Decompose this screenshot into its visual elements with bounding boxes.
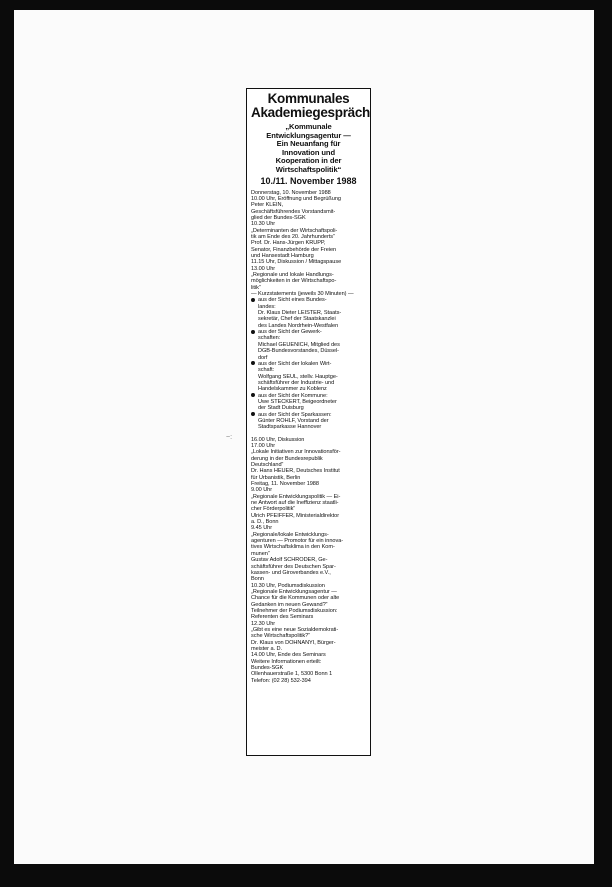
text-line: „Regionale Entwicklungspolitik — Ei- [251, 493, 341, 500]
text-line: „Gibt es eine neue Sozialdemokrati- [251, 626, 339, 633]
text-line: Prof. Dr. Hans-Jürgen KRUPP, [251, 240, 326, 247]
bullet-item [251, 297, 366, 303]
text-line: „Determinanten der Wirtschaftspoli- [251, 227, 338, 234]
bullet-heading: aus der Sicht der Gewerk- [258, 329, 322, 336]
bullet-detail-line: schäftsführer der Industrie- und [258, 379, 335, 386]
bullet-detail-line: des Landes Nordrhein-Westfalen [258, 322, 339, 329]
bullet-item [251, 361, 366, 367]
statement-list [251, 297, 366, 430]
text-line: sche Wirtschaftspolitik?“ [251, 633, 311, 640]
text-line: cher Förderpolitik“ [251, 506, 296, 513]
text-line: Gustav Adolf SCHRÖDER, Ge- [251, 557, 328, 564]
text-line: „Lokale Initiativen zur Innovationsför- [251, 449, 341, 456]
text-line: schäftsführer des Deutschen Spar- [251, 563, 336, 570]
text-line: möglichkeiten in der Wirtschaftspo- [251, 278, 337, 285]
text-line: 16.00 Uhr, Diskussion [251, 436, 305, 443]
text-line: 11.15 Uhr, Diskussion / Mittagspause [251, 259, 342, 266]
subtitle-line: Ein Neuanfang für [276, 139, 341, 149]
text-line: 9.45 Uhr [251, 525, 273, 532]
text-line: Dr. Hans HEUER, Deutsches Institut [251, 468, 340, 475]
text-line: 14.00 Uhr, Ende des Seminars [251, 652, 326, 659]
bullet-item [251, 329, 366, 335]
text-line: 9.00 Uhr [251, 487, 273, 494]
bullet-detail-line: schaft: [258, 367, 275, 374]
event-date: 10./11. November 1988 [260, 175, 357, 186]
text-line: meister a. D. [251, 645, 283, 652]
bullet-detail-line: dorf [258, 354, 268, 361]
text-line: Geschäftsführendes Vorstandsmit- [251, 208, 336, 215]
bullet-item [251, 393, 366, 399]
text-line: Telefon: (02 28) 532-394 [251, 677, 311, 684]
clipping-header [251, 91, 371, 186]
text-line: Bundes-SGK [251, 665, 284, 671]
text-line: 13.00 Uhr [251, 265, 276, 272]
text-line: „Regionale/lokale Entwicklungs- [251, 531, 329, 538]
bullet-dot-icon [251, 412, 255, 416]
bullet-detail-line: der Stadt Duisburg [258, 405, 304, 412]
text-line: tik am Ende des 20. Jahrhunderts“ [251, 233, 335, 240]
bullet-heading: aus der Sicht der Kommune: [258, 392, 328, 399]
program-part-2 [251, 437, 366, 684]
text-line: litik“ [251, 284, 261, 291]
text-line: agenturen — Promotor für ein innova- [251, 538, 344, 545]
bullet-heading: aus der Sicht eines Bundes- [258, 297, 327, 304]
bullet-dot-icon [251, 393, 255, 397]
scanned-page [14, 10, 594, 864]
text-line: Deutschland“ [251, 462, 284, 468]
text-line: Weitere Informationen erteilt: [251, 658, 322, 665]
text-line: „Regionale Entwicklungsagentur — [251, 588, 337, 595]
bullet-detail-line: Stadtsparkasse Hannover [258, 424, 322, 431]
bullet-dot-icon [251, 298, 255, 302]
text-line: 10.30 Uhr [251, 221, 276, 228]
bullet-detail-line: Michael GEUENICH, Mitglied des [258, 341, 340, 348]
text-line: 10.30 Uhr, Podiumsdiskussion [251, 582, 325, 589]
title-line-2: Akademiegespräch [251, 105, 371, 120]
text-line: Freitag, 11. November 1988 [251, 481, 319, 488]
text-line: tives Wirtschaftsklima in den Kom- [251, 544, 335, 551]
text-line: Ulrich PFEIFFER, Ministerialdirektor [251, 512, 340, 519]
subtitle [251, 123, 366, 175]
bullet-detail-line: sekretär, Chef der Staatskanzlei [258, 316, 336, 323]
text-line: Senator, Finanzbehörde der Freien [251, 246, 337, 253]
subtitle-line: Kooperation in der [275, 156, 342, 166]
text-line: Dr. Klaus von DOHNANYI, Bürger- [251, 639, 336, 646]
title-line-1: Kommunales [267, 91, 350, 106]
scan-speck: ~: [226, 434, 233, 441]
text-line: 12.30 Uhr [251, 620, 276, 627]
bullet-heading: aus der Sicht der lokalen Wirt- [258, 360, 332, 367]
bullet-detail-line: Uwe STECKERT, Beigeordneter [258, 398, 337, 405]
text-line: kassen- und Giroverbandes e.V., [251, 569, 331, 576]
text-line: 17.00 Uhr [251, 442, 276, 449]
text-line: Referenten des Seminars [251, 614, 314, 621]
text-line: derung in der Bundesrepublik [251, 455, 323, 462]
bullet-detail-line: Wolfgang SEUL, stellv. Hauptge- [258, 373, 338, 380]
text-line: „Regionale und lokale Handlungs- [251, 272, 334, 279]
text-line: Chance für die Kommunen oder alte [251, 595, 340, 602]
bullet-dot-icon [251, 330, 255, 334]
bullet-detail-line: Dr. Klaus Dieter LEISTER, Staats- [258, 310, 342, 317]
newspaper-clipping [246, 88, 371, 756]
text-line: Peter KLEIN, [251, 202, 284, 209]
text-line: glied der Bundes-SGK [251, 214, 306, 221]
subtitle-line: Innovation und [281, 147, 335, 157]
text-line: Donnerstag, 10. November 1988 [251, 189, 331, 196]
text-line: Teilnehmer der Podiumsdiskussion: [251, 607, 338, 614]
text-line: munen“ [251, 550, 270, 557]
bullet-item [251, 412, 366, 418]
bullet-heading: aus der Sicht der Sparkassen: [258, 411, 332, 418]
text-line: Gedanken im neuen Gewand?“ [251, 601, 328, 608]
program-part-1 [251, 190, 366, 298]
text-line: Bonn [251, 576, 264, 583]
text-line: — Kurzstatements (jeweils 30 Minuten) — [251, 291, 354, 298]
bullet-detail-line: schaften: [258, 335, 281, 342]
bullet-dot-icon [251, 361, 255, 365]
subtitle-line: Entwicklungsagentur — [266, 130, 351, 140]
bullet-detail-line: Günter ROHLF, Vorstand der [258, 417, 329, 424]
text-line: 10.00 Uhr, Eröffnung und Begrüßung [251, 195, 341, 202]
program-body [251, 190, 366, 684]
text-line: für Urbanistik, Berlin [251, 474, 301, 481]
text-line: und Hansestadt Hamburg [251, 253, 314, 259]
bullet-detail-line: DGB-Bundesvorstandes, Düssel- [258, 348, 339, 355]
text-line: ne Antwort auf die Ineffizienz staatli- [251, 500, 339, 507]
text-line: a. D., Bonn [251, 519, 279, 526]
bullet-detail-line: landes: [258, 303, 276, 310]
subtitle-line: „Kommunale [285, 122, 332, 131]
subtitle-line: Wirtschaftspolitik“ [275, 164, 342, 174]
bullet-detail-line: Handelskammer zu Koblenz [258, 386, 327, 393]
text-line: Ollenhauerstraße 1, 5300 Bonn 1 [251, 671, 333, 678]
